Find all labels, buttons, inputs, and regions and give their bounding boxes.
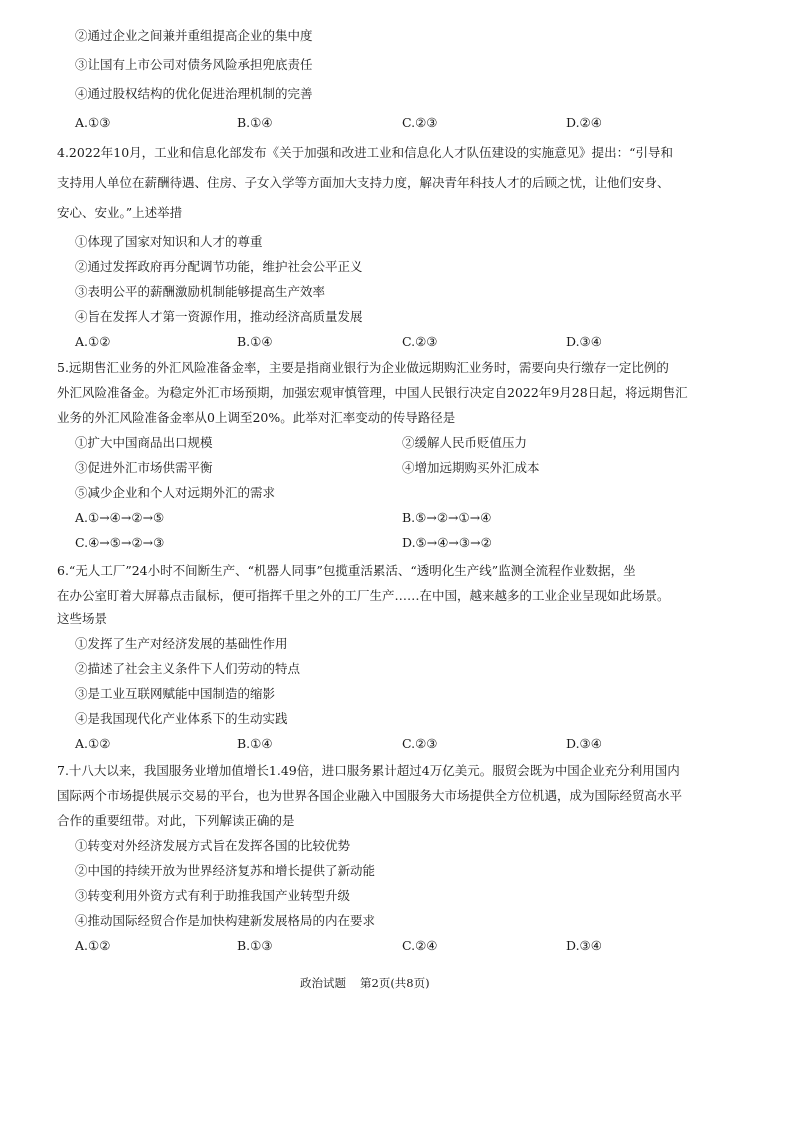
q7-option-d: D.③④ [566,938,602,953]
q5-item-4: ④增加远期购买外汇成本 [402,460,540,475]
top-option-c: C.②③ [402,115,438,130]
q5-stem-line-3: 业务的外汇风险准备金率从0上调至20%。此举对汇率变动的传导路径是 [57,410,456,425]
q5-item-1: ①扩大中国商品出口规模 [75,435,213,450]
q6-option-b: B.①④ [237,736,273,751]
q7-item-1: ①转变对外经济发展方式旨在发挥各国的比较优势 [75,838,351,853]
q4-option-c: C.②③ [402,334,438,349]
q6-item-4: ④是我国现代化产业体系下的生动实践 [75,711,288,726]
q5-stem-line-1: 5.远期售汇业务的外汇风险准备金率，主要是指商业银行为企业做远期购汇业务时，需要向央行缴存一定比例的 [57,360,669,375]
q7-item-4: ④推动国际经贸合作是加快构建新发展格局的内在要求 [75,913,376,928]
top-option-a: A.①③ [75,115,111,130]
q5-item-3: ③促进外汇市场供需平衡 [75,460,213,475]
q6-option-c: C.②③ [402,736,438,751]
q5-option-c: C.④→⑤→②→③ [75,535,165,550]
q7-stem-line-3: 合作的重要纽带。对此，下列解读正确的是 [57,813,295,828]
q7-option-b: B.①③ [237,938,273,953]
q4-item-1: ①体现了国家对知识和人才的尊重 [75,234,263,249]
q7-option-a: A.①② [75,938,111,953]
q5-stem-line-2: 外汇风险准备金。为稳定外汇市场预期，加强宏观审慎管理，中国人民银行决定自2022年9月28日起，将远期售汇 [57,385,688,400]
q4-item-3: ③表明公平的薪酬激励机制能够提高生产效率 [75,284,326,299]
q6-stem-line-2: 在办公室盯着大屏幕点击鼠标，便可指挥千里之外的工厂生产……在中国，越来越多的工业企业呈现如此场景。 [57,588,670,603]
q6-item-2: ②描述了社会主义条件下人们劳动的特点 [75,661,301,676]
q7-item-2: ②中国的持续开放为世界经济复苏和增长提供了新动能 [75,863,376,878]
footer-subject: 政治试题 [300,976,346,990]
q6-item-1: ①发挥了生产对经济发展的基础性作用 [75,636,288,651]
top-item-2: ②通过企业之间兼并重组提高企业的集中度 [75,28,313,43]
footer-page-number: 第2页(共8页) [360,976,430,990]
q4-option-d: D.③④ [566,334,602,349]
q7-stem-line-2: 国际两个市场提供展示交易的平台，也为世界各国企业融入中国服务大市场提供全方位机遇，成为国际经贸高水平 [57,788,683,803]
q6-item-3: ③是工业互联网赋能中国制造的缩影 [75,686,276,701]
q6-stem-line-1: 6.“无人工厂”24小时不间断生产、“机器人同事”包揽重活累活、“透明化生产线”监测全流程作业数据，坐 [57,563,636,578]
top-item-3: ③让国有上市公司对债务风险承担兜底责任 [75,57,313,72]
q6-option-d: D.③④ [566,736,602,751]
q7-stem-line-1: 7.十八大以来，我国服务业增加值增长1.49倍，进口服务累计超过4万亿美元。服贸会既为中国企业充分利用国内 [57,763,680,778]
q7-option-c: C.②④ [402,938,438,953]
q5-option-a: A.①→④→②→⑤ [75,510,165,525]
q5-item-5: ⑤减少企业和个人对远期外汇的需求 [75,485,276,500]
top-item-4: ④通过股权结构的优化促进治理机制的完善 [75,86,313,101]
top-option-d: D.②④ [566,115,602,130]
q5-option-d: D.⑤→④→③→② [402,535,492,550]
q5-item-2: ②缓解人民币贬值压力 [402,435,528,450]
q4-option-b: B.①④ [237,334,273,349]
q4-stem-line-2: 支持用人单位在薪酬待遇、住房、子女入学等方面加大支持力度，解决青年科技人才的后顾之忧，让他们安身、 [57,175,670,190]
q6-stem-line-3: 这些场景 [57,611,108,626]
q5-option-b: B.⑤→②→①→④ [402,510,492,525]
q4-item-2: ②通过发挥政府再分配调节功能，维护社会公平正义 [75,259,363,274]
top-option-b: B.①④ [237,115,273,130]
q4-item-4: ④旨在发挥人才第一资源作用，推动经济高质量发展 [75,309,363,324]
q6-option-a: A.①② [75,736,111,751]
q4-stem-line-3: 安心、安业。”上述举措 [57,205,183,220]
q4-stem-line-1: 4.2022年10月，工业和信息化部发布《关于加强和改进工业和信息化人才队伍建设的实施意见》提出：“引导和 [57,145,674,160]
q4-option-a: A.①② [75,334,111,349]
q7-item-3: ③转变利用外资方式有利于助推我国产业转型升级 [75,888,351,903]
